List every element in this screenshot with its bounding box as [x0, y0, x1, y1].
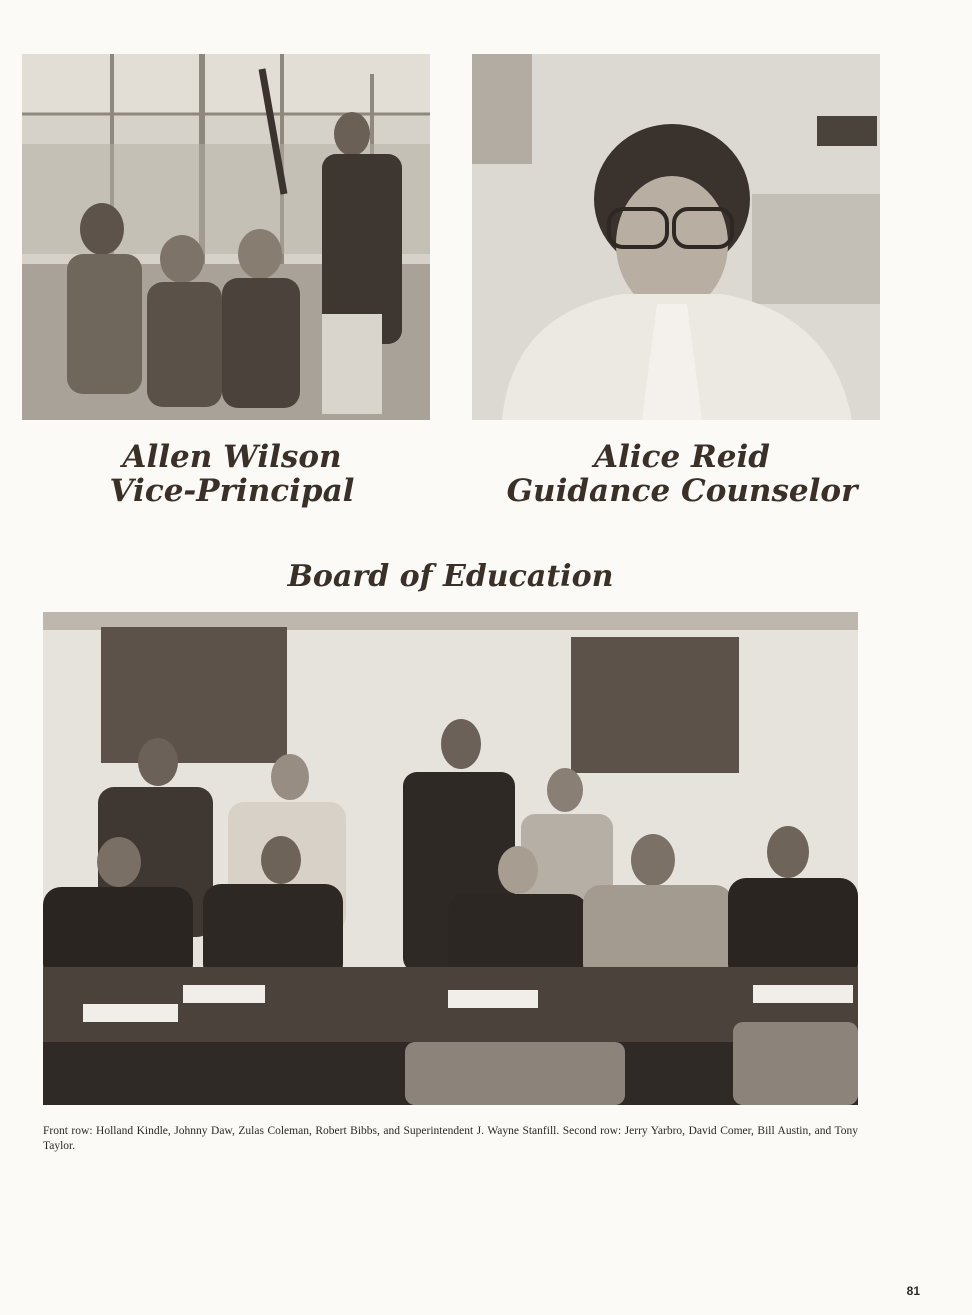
vice-principal-caption [22, 440, 442, 508]
photo-board-of-education [43, 612, 858, 1105]
guidance-counselor-name: Alice Reid [594, 439, 770, 475]
photo-vice-principal-graphic [22, 54, 430, 420]
page-number: 81 [906, 1284, 920, 1298]
board-caption: Front row: Holland Kindle, Johnny Daw, Zulas Coleman, Robert Bibbs, and Superintendent J. Wayne Stanfill. Second row: Jerry Yarbro, David Comer, Bill Austin, and Tony Taylor. [43, 1125, 858, 1152]
photo-vice-principal [22, 54, 430, 420]
vice-principal-title: Vice-Principal [109, 473, 355, 510]
guidance-counselor-title: Guidance Counselor [506, 473, 858, 510]
photo-guidance-counselor [472, 54, 880, 420]
guidance-counselor-caption [472, 440, 892, 508]
board-heading: Board of Education [287, 559, 614, 594]
vice-principal-name: Allen Wilson [122, 439, 342, 475]
photo-guidance-counselor-graphic [472, 54, 880, 420]
photo-board-of-education-graphic [43, 612, 858, 1105]
